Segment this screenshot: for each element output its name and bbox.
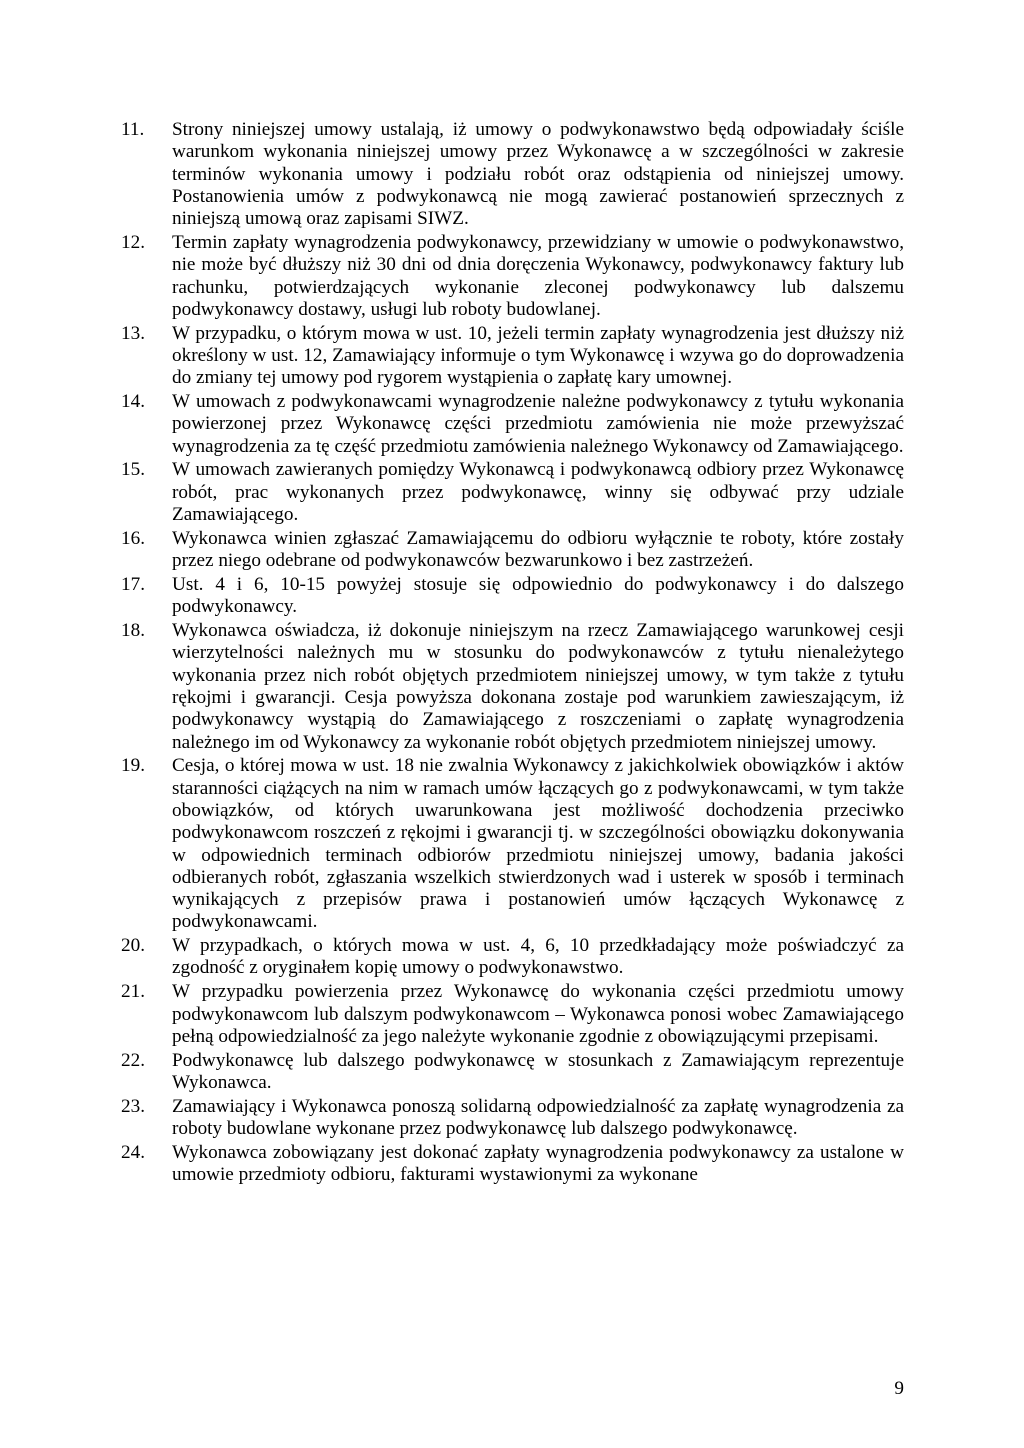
clause-item (121, 232, 904, 321)
clause-text: W umowach z podwykonawcami wynagrodzenie należne podwykonawcy z tytułu wykonania powierzonej przez Wykonawcę części przedmiotu zamówienia nie może przewyższać wynagrodzenia za tę część przedmiotu zamówienia należnego Wykonawcy od Zamawiającego. (172, 391, 904, 457)
clause-item (121, 323, 904, 390)
clause-text: Zamawiający i Wykonawca ponoszą solidarną odpowiedzialność za zapłatę wynagrodzenia za roboty budowlane wykonane przez podwykonawcę lub dalszego podwykonawcę. (172, 1095, 904, 1140)
clause-text: W przypadku powierzenia przez Wykonawcę do wykonania części przedmiotu umowy podwykonawcom lub dalszym podwykonawcom – Wykonawca ponosi wobec Zamawiającego pełną odpowiedzialność za jego należyte wykonanie zgodnie z obowiązującymi przepisami. (172, 981, 904, 1047)
clause-item (121, 574, 904, 619)
clause-text: Ust. 4 i 6, 10-15 powyżej stosuje się odpowiednio do podwykonawcy i do dalszego podwykonawcy. (172, 573, 904, 618)
clause-item (121, 981, 904, 1048)
clause-number: 21. (121, 981, 145, 1003)
clause-item (121, 528, 904, 573)
clause-text: Wykonawca oświadcza, iż dokonuje niniejszym na rzecz Zamawiającego warunkowej cesji wierzytelności należnych mu w stosunku do podwykonawców z tytułu nienależytego wykonania przez nich robót objętych przedmiotem niniejszej umowy, w tym także z tytułu rękojmi i gwarancji. Cesja powyższa dokonana zostaje pod warunkiem zawieszającym, iż podwykonawcy wystąpią do Zamawiającego z roszczeniami o zapłatę wynagrodzenia należnego im od Wykonawcy za wykonanie robót objętych przedmiotem niniejszej umowy. (172, 620, 904, 753)
clause-text: W umowach zawieranych pomiędzy Wykonawcą i podwykonawcą odbiory przez Wykonawcę robót, prac wykonanych przez podwykonawcę, winny się odbywać przy udziale Zamawiającego. (172, 459, 904, 526)
clause-number: 17. (121, 573, 145, 595)
clause-text: W przypadkach, o których mowa w ust. 4, 6, 10 przedkładający może poświadczyć za zgodność z oryginałem kopię umowy o podwykonawstwo. (172, 935, 904, 979)
clause-number: 19. (121, 755, 145, 777)
clause-item (121, 459, 904, 526)
clause-number: 18. (121, 620, 145, 642)
clause-item (121, 620, 904, 754)
numbered-clause-list (121, 119, 904, 1188)
clause-item (121, 1050, 904, 1095)
clause-text: Wykonawca winien zgłaszać Zamawiającemu do odbioru wyłącznie te roboty, które zostały przez niego odebrane od podwykonawców bezwarunkowo i bez zastrzeżeń. (172, 527, 904, 572)
clause-text: W przypadku, o którym mowa w ust. 10, jeżeli termin zapłaty wynagrodzenia jest dłuższy niż określony w ust. 12, Zamawiający informuje o tym Wykonawcę i wzywa go do doprowadzenia do zmiany tej umowy pod rygorem wystąpienia o zapłatę kary umownej. (172, 322, 904, 389)
clause-number: 15. (121, 459, 145, 481)
clause-number: 13. (121, 322, 145, 344)
clause-number: 11. (121, 119, 145, 140)
clause-text: Termin zapłaty wynagrodzenia podwykonawcy, przewidziany w umowie o podwykonawstwo, nie może być dłuższy niż 30 dni od dnia doręczenia Wykonawcy, podwykonawcy faktury lub rachunku, potwierdzających wykonanie zleconej podwykonawcy lub dalszemu podwykonawcy dostawy, usługi lub roboty budowlanej. (172, 231, 904, 320)
clause-number: 24. (121, 1141, 145, 1163)
clause-number: 16. (121, 527, 145, 549)
clause-item (121, 1096, 904, 1141)
clause-number: 22. (121, 1049, 145, 1071)
clause-text: Podwykonawcę lub dalszego podwykonawcę w stosunkach z Zamawiającym reprezentuje Wykonawca. (172, 1049, 904, 1093)
clause-number: 20. (121, 935, 145, 957)
clause-item (121, 755, 904, 933)
clause-text: Strony niniejszej umowy ustalają, iż umowy o podwykonawstwo będą odpowiadały ściśle warunkom wykonania niniejszej umowy przez Wykonawcę a w szczególności w zakresie terminów wykonania umowy i podziału robót oraz odstąpienia od niniejszej umowy. Postanowienia umów z podwykonawcą nie mogą zawierać postanowień sprzecznych z niniejszą umową oraz zapisami SIWZ. (172, 119, 904, 230)
clause-item (121, 935, 904, 980)
clause-number: 23. (121, 1095, 145, 1117)
clause-item (121, 119, 904, 230)
clause-item (121, 1142, 904, 1187)
clause-item (121, 391, 904, 458)
page-number: 9 (894, 1378, 904, 1399)
clause-number: 12. (121, 231, 145, 253)
clause-text: Wykonawca zobowiązany jest dokonać zapłaty wynagrodzenia podwykonawcy za ustalone w umowie przedmioty odbioru, fakturami wystawionymi za wykonane (172, 1141, 904, 1186)
clause-number: 14. (121, 391, 145, 413)
clause-text: Cesja, o której mowa w ust. 18 nie zwalnia Wykonawcy z jakichkolwiek obowiązków i aktów staranności ciążących na nim w ramach umów łączących go z podwykonawcami, w tym także obowiązków, od których uwarunkowana jest możliwość dochodzenia przeciwko podwykonawcom roszczeń z rękojmi i gwarancji tj. w szczególności obowiązku dokonywania w odpowiednich terminach odbiorów przedmiotu niniejszej umowy, badania jakości odbieranych robót, zgłaszania wszelkich stwierdzonych wad i usterek w sposób i terminach wynikających z przepisów prawa i postanowień umów łączących Wykonawcę z podwykonawcami. (172, 755, 904, 933)
